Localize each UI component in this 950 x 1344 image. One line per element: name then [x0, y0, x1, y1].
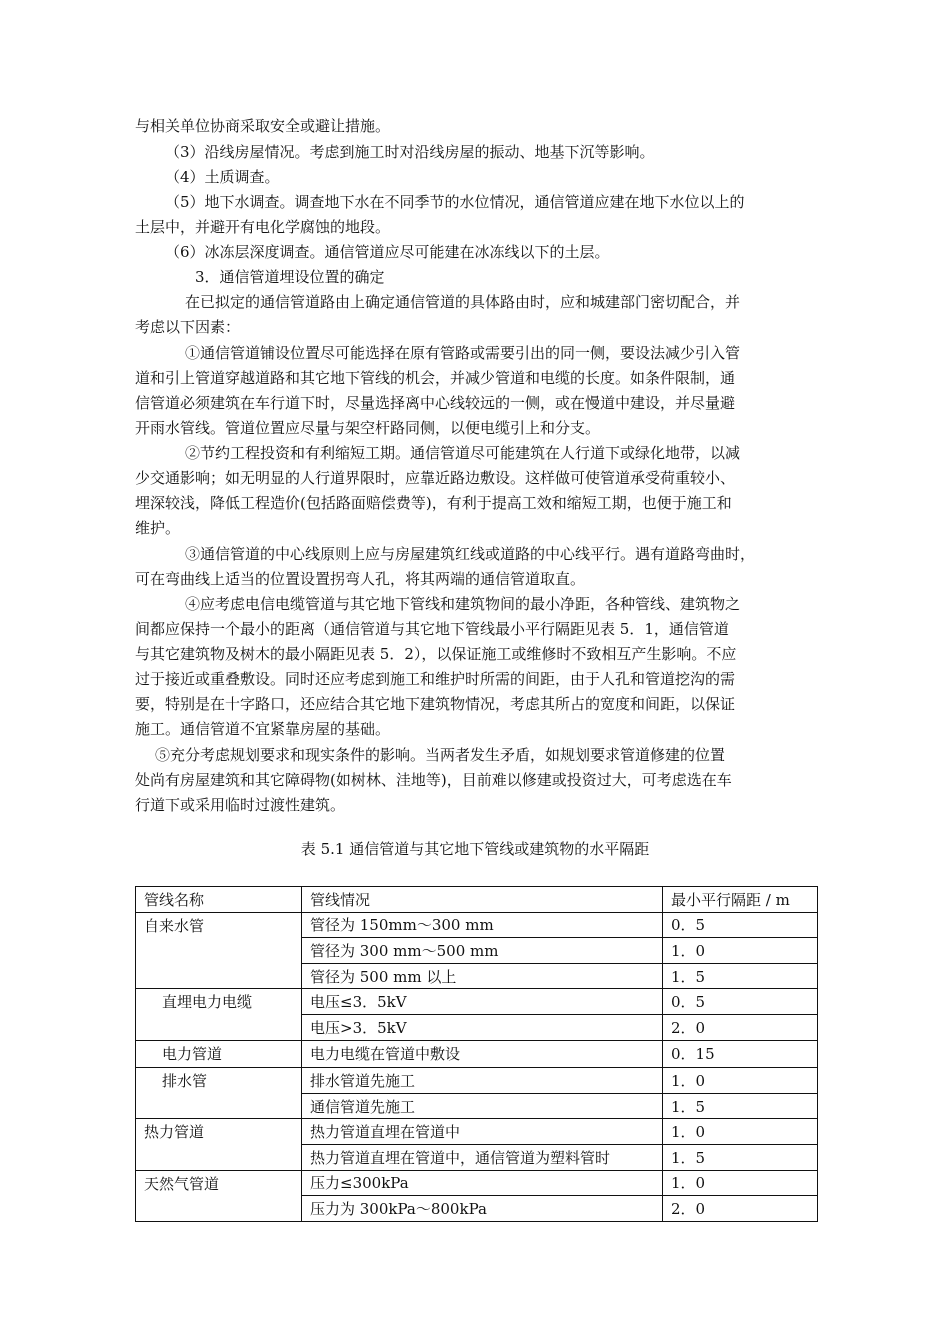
condition-cell: 压力≤300kPa — [302, 1170, 663, 1196]
header-pipeline-name: 管线名称 — [136, 887, 302, 913]
table-row — [136, 1068, 818, 1094]
condition-cell: 管径为 300 mm～500 mm — [302, 938, 663, 964]
text-line: 在已拟定的通信管道路由上确定通信管道的具体路由时，应和城建部门密切配合，并 — [185, 293, 741, 311]
distance-cell: 1．5 — [663, 963, 818, 989]
pipeline-name-cell: 天然气管道 — [136, 1170, 302, 1221]
text-line: 少交通影响；如无明显的人行道界限时，应靠近路边敷设。这样做可使管道承受荷重较小、 — [135, 469, 736, 487]
condition-cell: 电压>3．5kV — [302, 1014, 663, 1040]
text-line: （6）冰冻层深度调查。通信管道应尽可能建在冰冻线以下的土层。 — [165, 243, 610, 261]
text-line: 信管道必须建筑在车行道下时，尽量选择离中心线较远的一侧，或在慢道中建设，并尽量避 — [135, 394, 736, 412]
distance-cell: 1．5 — [663, 1093, 818, 1119]
table-row — [136, 912, 818, 938]
text-line: 行道下或采用临时过渡性建筑。 — [135, 796, 346, 814]
text-line: 间都应保持一个最小的距离（通信管道与其它地下管线最小平行隔距见表 5．1，通信管道 — [135, 620, 729, 638]
distance-cell: 0．5 — [663, 912, 818, 938]
text-line: ⑤充分考虑规划要求和现实条件的影响。当两者发生矛盾，如规划要求管道修建的位置 — [155, 746, 726, 764]
condition-cell: 热力管道直埋在管道中，通信管道为塑料管时 — [302, 1144, 663, 1170]
text-line: （3）沿线房屋情况。考虑到施工时对沿线房屋的振动、地基下沉等影响。 — [165, 143, 655, 161]
condition-cell: 管径为 150mm～300 mm — [302, 912, 663, 938]
table-header-row — [136, 887, 818, 913]
header-pipeline-condition: 管线情况 — [302, 887, 663, 913]
text-line: 处尚有房屋建筑和其它障碍物(如树林、洼地等)，目前难以修建或投资过大，可考虑选在车 — [135, 771, 732, 789]
text-line: 开雨水管线。管道位置应尽量与架空杆路同侧，以便电缆引上和分支。 — [135, 419, 601, 437]
table-row — [136, 1119, 818, 1145]
text-line: ②节约工程投资和有利缩短工期。通信管道尽可能建筑在人行道下或绿化地带，以减 — [185, 444, 741, 462]
text-line: 与相关单位协商采取安全或避让措施。 — [135, 117, 391, 135]
condition-cell: 通信管道先施工 — [302, 1093, 663, 1119]
condition-cell: 电力电缆在管道中敷设 — [302, 1040, 663, 1068]
text-line: 道和引上管道穿越道路和其它地下管线的机会，并减少管道和电缆的长度。如条件限制，通 — [135, 369, 736, 387]
text-line: 要，特别是在十字路口，还应结合其它地下建筑物情况，考虑其所占的宽度和间距，以保证 — [135, 695, 736, 713]
table-row — [136, 1040, 818, 1068]
text-line: 过于接近或重叠敷设。同时还应考虑到施工和维护时所需的间距，由于人孔和管道挖沟的需 — [135, 670, 736, 688]
table-caption: 表 5.1 通信管道与其它地下管线或建筑物的水平隔距 — [300, 840, 650, 858]
distance-cell: 1．0 — [663, 1170, 818, 1196]
text-line: （5）地下水调查。调查地下水在不同季节的水位情况，通信管道应建在地下水位以上的 — [165, 193, 745, 211]
text-line: ③通信管道的中心线原则上应与房屋建筑红线或道路的中心线平行。遇有道路弯曲时， — [185, 545, 756, 563]
pipeline-name-cell: 自来水管 — [136, 912, 302, 989]
distance-cell: 1．5 — [663, 1144, 818, 1170]
text-line: （4）土质调查。 — [165, 168, 280, 186]
pipeline-name-cell: 直埋电力电缆 — [136, 989, 302, 1040]
condition-cell: 管径为 500 mm 以上 — [302, 963, 663, 989]
distance-cell: 2．0 — [663, 1196, 818, 1222]
section-heading: 3．通信管道埋设位置的确定 — [195, 268, 385, 286]
distance-cell: 0．15 — [663, 1040, 818, 1068]
text-line: ④应考虑电信电缆管道与其它地下管线和建筑物间的最小净距，各种管线、建筑物之 — [185, 595, 741, 613]
distance-cell: 1．0 — [663, 938, 818, 964]
distance-cell: 1．0 — [663, 1119, 818, 1145]
text-line: 土层中，并避开有电化学腐蚀的地段。 — [135, 218, 391, 236]
condition-cell: 电压≤3．5kV — [302, 989, 663, 1015]
spacing-table — [135, 886, 818, 1222]
condition-cell: 排水管道先施工 — [302, 1068, 663, 1094]
condition-cell: 压力为 300kPa～800kPa — [302, 1196, 663, 1222]
distance-cell: 1．0 — [663, 1068, 818, 1094]
distance-cell: 0．5 — [663, 989, 818, 1015]
distance-cell: 2．0 — [663, 1014, 818, 1040]
table-row — [136, 1170, 818, 1196]
pipeline-name-cell: 热力管道 — [136, 1119, 302, 1170]
text-line: ①通信管道铺设位置尽可能选择在原有管路或需要引出的同一侧，要设法减少引入管 — [185, 344, 741, 362]
text-line: 维护。 — [135, 519, 181, 537]
pipeline-name-cell: 排水管 — [136, 1068, 302, 1119]
text-line: 施工。通信管道不宜紧靠房屋的基础。 — [135, 720, 391, 738]
text-line: 埋深较浅，降低工程造价(包括路面赔偿费等)，有利于提高工效和缩短工期，也便于施工和 — [135, 494, 732, 512]
header-min-distance: 最小平行隔距 / m — [663, 887, 818, 913]
table-row — [136, 989, 818, 1015]
condition-cell: 热力管道直埋在管道中 — [302, 1119, 663, 1145]
text-line: 可在弯曲线上适当的位置设置拐弯人孔，将其两端的通信管道取直。 — [135, 570, 586, 588]
pipeline-name-cell: 电力管道 — [136, 1040, 302, 1068]
text-line: 考虑以下因素： — [135, 318, 241, 336]
text-line: 与其它建筑物及树木的最小隔距见表 5．2），以保证施工或维修时不致相互产生影响。不应 — [135, 645, 737, 663]
